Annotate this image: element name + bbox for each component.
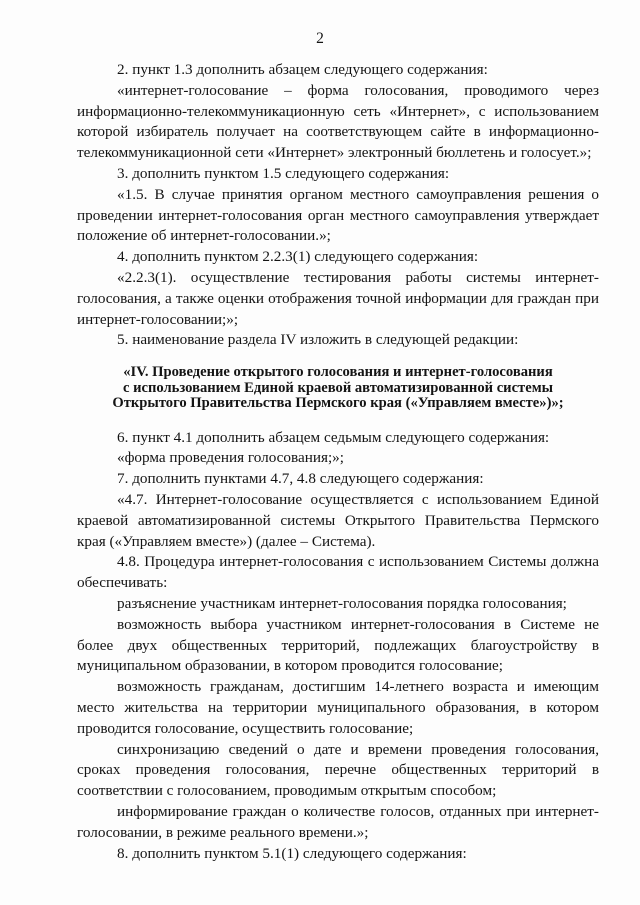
- paragraph-internet-voting-definition: «интернет-голосование – форма голосования, проводимого через информационно-телекоммуникационную сеть «Интернет», с использованием которой избиратель получает на соответствующем сайте в информационно-телекоммуникационной сети «Интернет» электронный бюллетень и голосует.»;: [77, 81, 599, 162]
- spacer: [77, 412, 599, 428]
- paragraph-clause-4-7: «4.7. Интернет-голосование осуществляется с использованием Единой краевой автоматизированной системы Открытого Правительства Пермского края («Управляем вместе») (далее – Система).: [77, 491, 599, 550]
- paragraph-informing: информирование граждан о количестве голосов, отданных при интернет-голосовании, в режиме реального времени.»;: [77, 803, 599, 841]
- paragraph-item-7: 7. дополнить пунктами 4.7, 4.8 следующего содержания:: [117, 470, 484, 488]
- paragraph-voting-form: «форма проведения голосования;»;: [117, 449, 344, 467]
- section-heading-line: с использованием Единой краевой автоматизированной системы: [122, 379, 554, 396]
- paragraph-synchronization: синхронизацию сведений о дате и времени проведения голосования, сроках проведения голосования, перечне общественных территорий в соответствии с голосованием, проводимым открытым способом;: [77, 740, 599, 800]
- paragraph-item-2: 2. пункт 1.3 дополнить абзацем следующего содержания:: [117, 61, 488, 78]
- paragraph-item-3: 3. дополнить пунктом 1.5 следующего содержания:: [117, 164, 450, 182]
- document-body: [77, 60, 599, 864]
- paragraph-choice: возможность выбора участником интернет-голосования в Системе не более двух общественных территорий, подлежащих благоустройству в муниципальном образовании, в котором проводится голосование;: [77, 615, 599, 675]
- page-number: 2: [316, 30, 324, 47]
- paragraph-clause-2-2-3-1: «2.2.3(1). осуществление тестирования работы системы интернет-голосования, а также оценки отображения точной информации для граждан при интернет-голосовании;»;: [77, 268, 599, 328]
- section-heading-line: Открытого Правительства Пермского края («Управляем вместе»)»;: [112, 395, 564, 412]
- paragraph-item-8: 8. дополнить пунктом 5.1(1) следующего содержания:: [117, 844, 467, 862]
- paragraph-age-eligibility: возможность гражданам, достигшим 14-летнего возраста и имеющим место жительства на территории муниципального образования, в котором проводится голосование, осуществить голосование;: [77, 678, 599, 737]
- paragraph-item-4: 4. дополнить пунктом 2.2.3(1) следующего содержания:: [117, 248, 479, 266]
- paragraph-item-5: 5. наименование раздела IV изложить в следующей редакции:: [117, 331, 519, 349]
- paragraph-clause-4-8: 4.8. Процедура интернет-голосования с использованием Системы должна обеспечивать:: [77, 553, 599, 592]
- paragraph-clause-1-5: «1.5. В случае принятия органом местного самоуправления решения о проведении интернет-голосования орган местного самоуправления утверждает положение об интернет-голосовании.»;: [77, 185, 599, 245]
- paragraph-item-6: 6. пункт 4.1 дополнить абзацем седьмым следующего содержания:: [117, 428, 550, 446]
- section-heading: [77, 365, 599, 412]
- section-heading-line: «IV. Проведение открытого голосования и интернет-голосования: [123, 364, 553, 381]
- paragraph-explanation: разъяснение участникам интернет-голосования порядка голосования;: [117, 595, 567, 613]
